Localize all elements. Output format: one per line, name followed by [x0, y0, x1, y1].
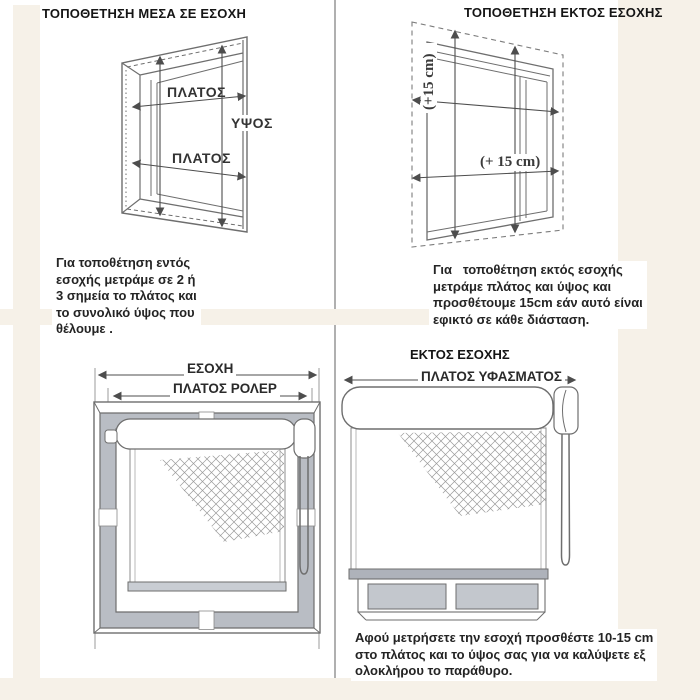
roller-tube	[116, 419, 296, 449]
window-pane-left	[368, 584, 446, 609]
height-label: ΥΨΟΣ	[228, 115, 276, 131]
roller-tube	[342, 387, 553, 429]
chain-loop	[562, 434, 570, 565]
window-outer-frame	[122, 37, 247, 232]
roller-width-label: ΠΛΑΤΟΣ ΡΟΛΕΡ	[170, 381, 280, 397]
height-plus-15cm-label: (+15 cm)	[421, 43, 437, 113]
outside-roller-caption: Αφού μετρήσετε την εσοχή προσθέστε 10-15 cm στο πλάτος και το ύψος σας για να καλύψετε εξ ολοκλήρου το παράθυρο.	[351, 629, 657, 681]
width-label-bottom: ΠΛΑΤΟΣ	[172, 150, 231, 166]
inside-recess-caption: Για τοποθέτηση εντός εσοχής μετράμε σε 2 ή 3 σημεία το πλάτος και το συνολικό ύψος που θέλουμε .	[52, 254, 201, 339]
outside-roller-title: ΕΚΤΟΣ ΕΣΟΧΗΣ	[410, 347, 510, 362]
outside-recess-caption: Για τοποθέτηση εκτός εσοχής μετράμε πλάτος και ύψος και προσθέτουμε 15cm εάν αυτό είναι εφικτό σε κάθε διάσταση.	[429, 261, 647, 329]
outside-recess-title: ΤΟΠΟΘΕΤΗΣΗ ΕΚΤΟΣ ΕΣΟΧΗΣ	[464, 5, 663, 20]
bottom-bar	[128, 582, 286, 591]
left-bracket	[105, 430, 117, 443]
width-plus-15cm-label: (+ 15 cm)	[477, 154, 543, 171]
inside-recess-title: ΤΟΠΟΘΕΤΗΣΗ ΜΕΣΑ ΣΕ ΕΣΟΧΗ	[42, 6, 247, 21]
recess-label: ΕΣΟΧΗ	[184, 361, 236, 377]
window-pane-right	[456, 584, 538, 609]
outside-roller-drawing	[342, 380, 578, 620]
bottom-bar	[349, 569, 548, 579]
width-label-top: ΠΛΑΤΟΣ	[167, 84, 226, 100]
chain-housing	[554, 387, 578, 434]
sill-bevel-lines	[358, 612, 545, 620]
recess-roller-drawing	[94, 368, 320, 649]
inside-recess-window-drawing	[122, 37, 247, 232]
window-outer-frame	[427, 42, 553, 240]
chain-housing	[294, 419, 315, 458]
fabric-width-label: ΠΛΑΤΟΣ ΥΦΑΣΜΑΤΟΣ	[418, 369, 565, 385]
